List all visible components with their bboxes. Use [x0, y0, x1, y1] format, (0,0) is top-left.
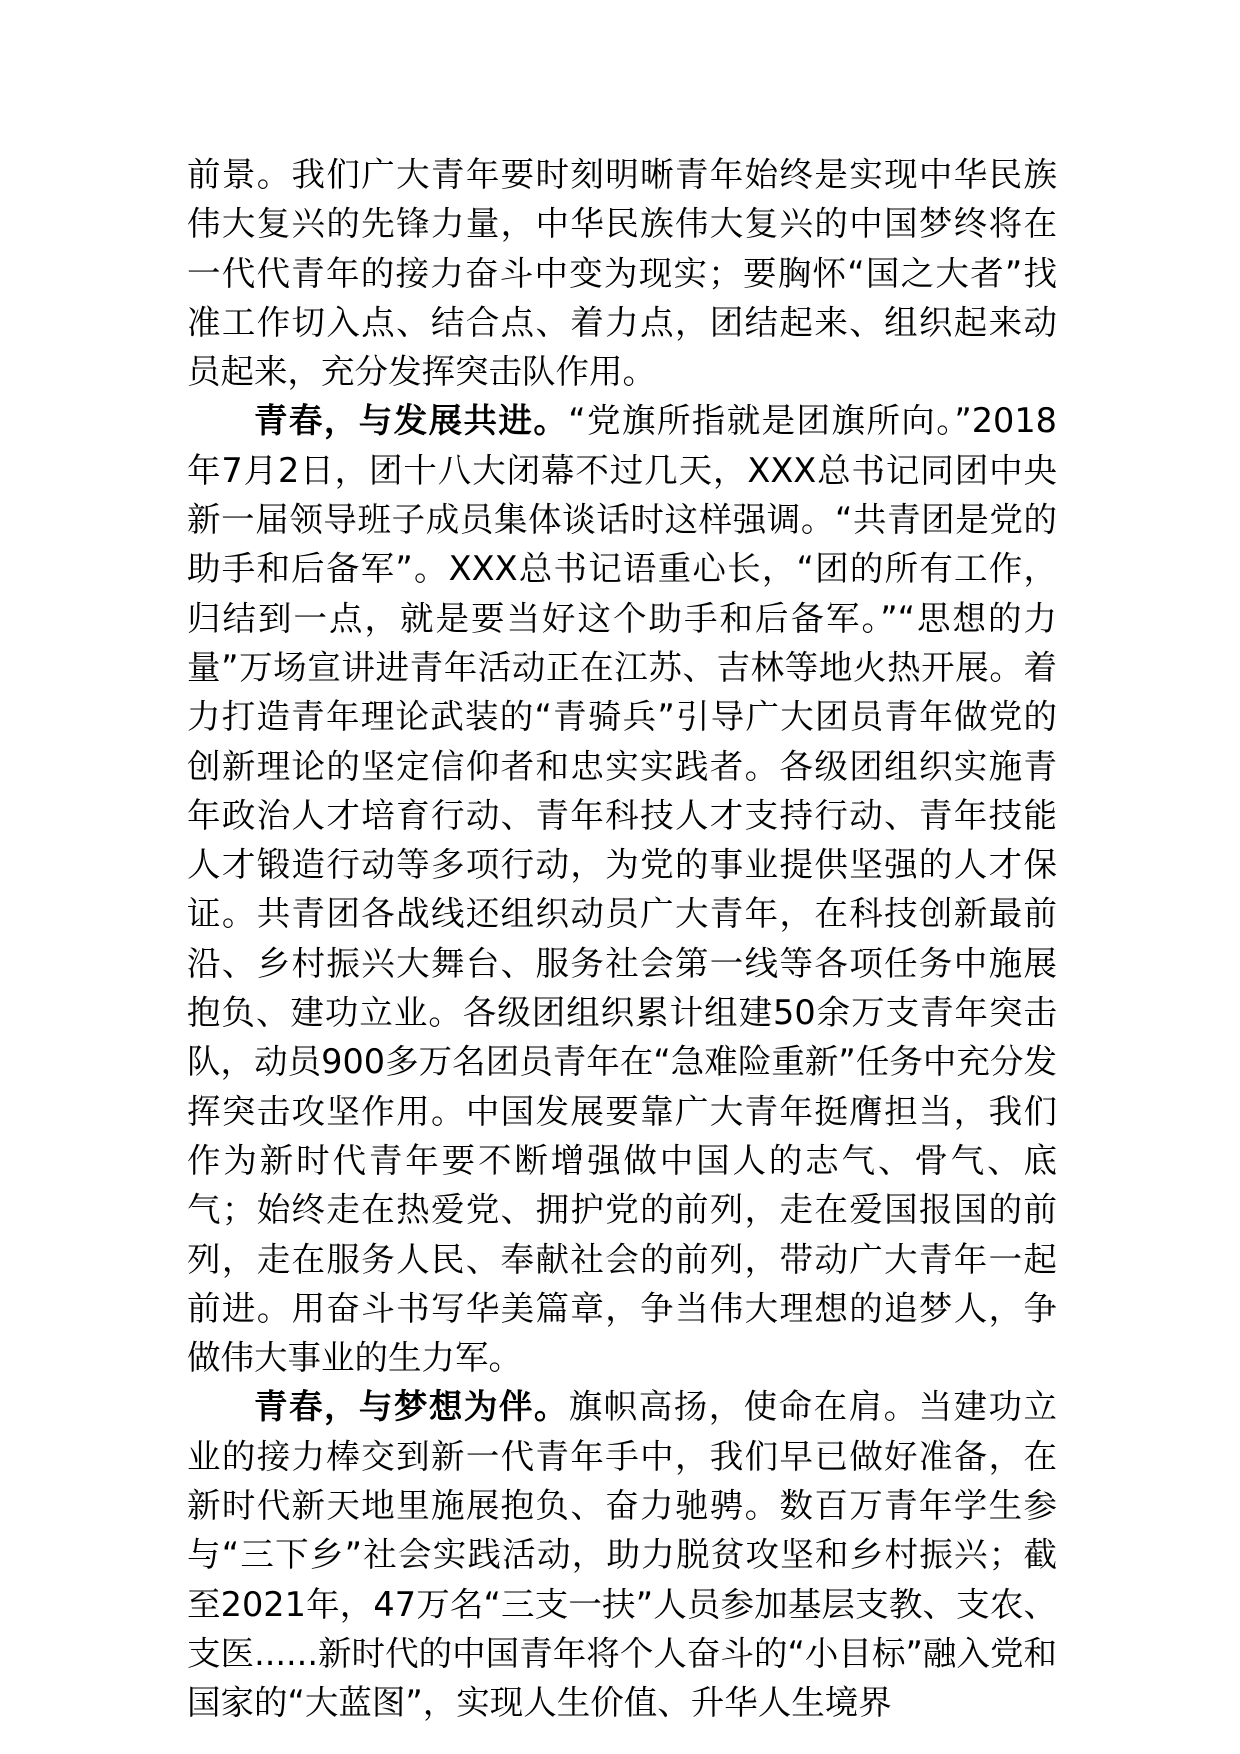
- paragraph-3-lead: 青春，与梦想为伴。: [254, 1387, 569, 1427]
- paragraph-2: [187, 396, 1057, 1382]
- paragraph-1-text: 前景。我们广大青年要时刻明晰青年始终是实现中华民族伟大复兴的先锋力量，中华民族伟大复兴的中国梦终将在一代代青年的接力奋斗中变为现实；要胸怀“国之大者”找准工作切入点、结合点、着力点，团结起来、组织起来动员起来，充分发挥突击队作用。: [187, 155, 1057, 392]
- paragraph-1: [187, 150, 1057, 396]
- paragraph-2-text: “党旗所指就是团旗所向。”2018年7月2日，团十八大闭幕不过几天，XXX总书记同团中央新一届领导班子成员集体谈话时这样强调。“共青团是党的助手和后备军”。XXX总书记语重心长，“团的所有工作，归结到一点，就是要当好这个助手和后备军。”“思想的力量”万场宣讲进青年活动正在江苏、吉林等地火热开展。着力打造青年理论武装的“青骑兵”引导广大团员青年做党的创新理论的坚定信仰者和忠实实践者。各级团组织实施青年政治人才培育行动、青年科技人才支持行动、青年技能人才锻造行动等多项行动，为党的事业提供坚强的人才保证。共青团各战线还组织动员广大青年，在科技创新最前沿、乡村振兴大舞台、服务社会第一线等各项任务中施展抱负、建功立业。各级团组织累计组建50余万支青年突击队，动员900多万名团员青年在“急难险重新”任务中充分发挥突击攻坚作用。中国发展要靠广大青年挺膺担当，我们作为新时代青年要不断增强做中国人的志气、骨气、底气；始终走在热爱党、拥护党的前列，走在爱国报国的前列，走在服务人民、奉献社会的前列，带动广大青年一起前进。用奋斗书写华美篇章，争当伟大理想的追梦人，争做伟大事业的生力军。: [187, 401, 1057, 1378]
- paragraph-3-text: 旗帜高扬，使命在肩。当建功立业的接力棒交到新一代青年手中，我们早已做好准备，在新时代新天地里施展抱负、奋力驰骋。数百万青年学生参与“三下乡”社会实践活动，助力脱贫攻坚和乡村振兴；截至2021年，47万名“三支一扶”人员参加基层支教、支农、支医......新时代的中国青年将个人奋斗的“小目标”融入党和国家的“大蓝图”，实现人生价值、升华人生境界: [187, 1387, 1058, 1723]
- document-body: [187, 150, 1057, 1728]
- paragraph-3: [187, 1382, 1057, 1727]
- paragraph-2-lead: 青春，与发展共进。: [254, 401, 569, 441]
